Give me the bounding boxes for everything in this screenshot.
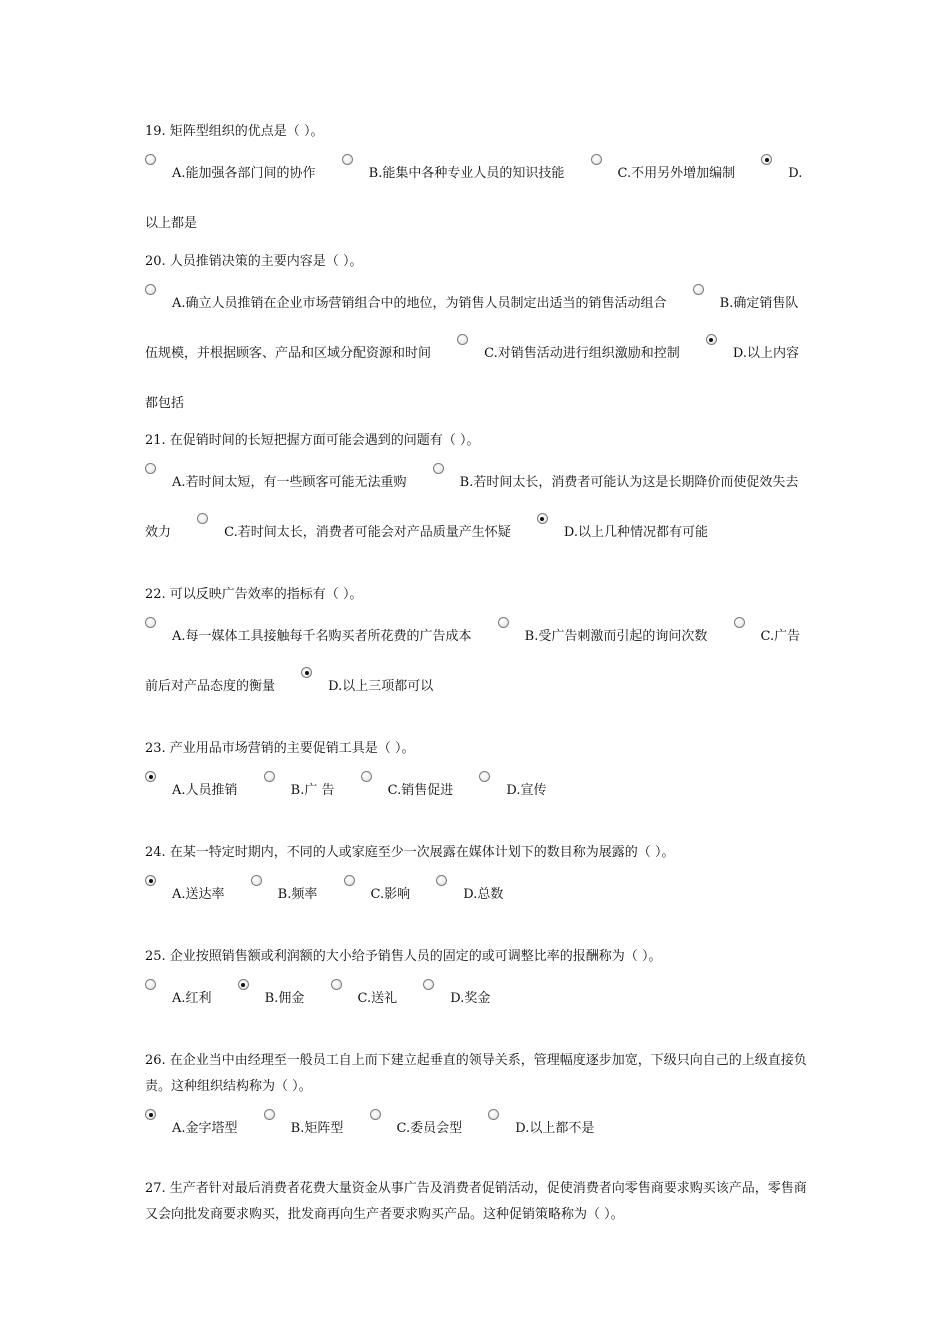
option-b[interactable] <box>264 1121 366 1136</box>
option-a[interactable] <box>145 629 494 644</box>
option-a[interactable] <box>145 296 689 311</box>
option-label: C.送礼 <box>357 991 398 1006</box>
option-group <box>145 612 810 712</box>
question-title: 26. 在企业当中由经理至一般员工自上而下建立起垂直的领导关系，管理幅度逐步加宽，下级只向自己的上级直接负责。这种组织结构称为（ ）。 <box>145 1053 807 1094</box>
question-27 <box>145 1176 810 1228</box>
option-label: A.确立人员推销在企业市场营销组合中的地位，为销售人员制定出适当的销售活动组合 <box>172 296 667 311</box>
radio-button[interactable] <box>370 1109 381 1120</box>
option-d[interactable] <box>479 783 546 798</box>
question-22 <box>145 582 810 712</box>
option-a[interactable] <box>145 1121 260 1136</box>
option-label: C.影响 <box>370 887 411 902</box>
question-title: 20. 人员推销决策的主要内容是（ ）。 <box>145 254 363 269</box>
option-label: D.以上三项都可以 <box>328 679 434 694</box>
option-label: C.不用另外增加编制 <box>617 166 736 181</box>
radio-button[interactable] <box>145 771 156 782</box>
question-title: 23. 产业用品市场营销的主要促销工具是（ ）。 <box>145 741 415 756</box>
option-label: B.广 告 <box>290 783 335 798</box>
radio-button[interactable] <box>342 154 353 165</box>
radio-button[interactable] <box>734 617 745 628</box>
radio-button[interactable] <box>706 334 717 345</box>
question-title: 22. 可以反映广告效率的指标有（ ）。 <box>145 587 363 602</box>
radio-button[interactable] <box>591 154 602 165</box>
option-d[interactable] <box>436 887 503 902</box>
option-label: B.佣金 <box>264 991 305 1006</box>
radio-button[interactable] <box>145 875 156 886</box>
radio-button[interactable] <box>433 463 444 474</box>
option-d[interactable] <box>488 1121 594 1136</box>
option-label: B.矩阵型 <box>290 1121 344 1136</box>
option-label: C.广告前后对产品态度的衡量 <box>145 629 801 694</box>
option-group <box>145 974 810 1024</box>
option-c[interactable] <box>361 783 476 798</box>
option-label: A.能加强各部门间的协作 <box>172 166 316 181</box>
radio-button[interactable] <box>693 284 704 295</box>
option-label: A.每一媒体工具接触每千名购买者所花费的广告成本 <box>172 629 472 644</box>
option-label: D.宣传 <box>506 783 547 798</box>
radio-button[interactable] <box>145 154 156 165</box>
option-c[interactable] <box>344 887 433 902</box>
option-d[interactable] <box>423 991 490 1006</box>
radio-button[interactable] <box>251 875 262 886</box>
option-label: D.以上都不是 <box>515 1121 595 1136</box>
option-label: D.以上内容都包括 <box>145 346 800 411</box>
option-label: D.以上都是 <box>145 166 803 231</box>
option-a[interactable] <box>145 475 429 490</box>
option-label: C.若时间太长，消费者可能会对产品质量产生怀疑 <box>224 525 511 540</box>
radio-button[interactable] <box>457 334 468 345</box>
option-b[interactable] <box>251 887 340 902</box>
radio-button[interactable] <box>436 875 447 886</box>
option-group <box>145 766 810 816</box>
question-title: 25. 企业按照销售额或利润额的大小给予销售人员的固定的或可调整比率的报酬称为（ ）。 <box>145 949 662 964</box>
option-a[interactable] <box>145 991 234 1006</box>
option-label: B.若时间太长，消费者可能认为这是长期降价而使促效失去效力 <box>145 475 799 540</box>
option-b[interactable] <box>342 166 587 181</box>
option-c[interactable] <box>591 166 758 181</box>
option-a[interactable] <box>145 887 247 902</box>
radio-button[interactable] <box>537 513 548 524</box>
option-label: D.以上几种情况都有可能 <box>563 525 709 540</box>
option-c[interactable] <box>197 525 533 540</box>
question-21 <box>145 428 810 558</box>
option-c[interactable] <box>370 1121 485 1136</box>
radio-button[interactable] <box>145 284 156 295</box>
option-d[interactable] <box>301 679 433 694</box>
option-label: C.销售促进 <box>387 783 454 798</box>
option-label: B.确定销售队伍规模，并根据顾客、产品和区域分配资源和时间 <box>145 296 799 361</box>
option-label: A.若时间太短，有一些顾客可能无法重购 <box>172 475 407 490</box>
radio-button[interactable] <box>197 513 208 524</box>
option-label: C.对销售活动进行组织激励和控制 <box>484 346 680 361</box>
option-group <box>145 1104 810 1154</box>
radio-button[interactable] <box>145 617 156 628</box>
option-b[interactable] <box>238 991 327 1006</box>
option-label: A.金字塔型 <box>172 1121 238 1136</box>
option-label: C.委员会型 <box>396 1121 463 1136</box>
option-label: B.频率 <box>277 887 318 902</box>
option-label: D.总数 <box>463 887 504 902</box>
radio-button[interactable] <box>361 771 372 782</box>
option-group <box>145 149 810 249</box>
question-24 <box>145 840 810 920</box>
question-title: 27. 生产者针对最后消费者花费大量资金从事广告及消费者促销活动，促使消费者向零售商要求购买该产品，零售商又会向批发商要求购买，批发商再向生产者要求购买产品。这种促销策略称为（ ）。 <box>145 1181 807 1222</box>
question-title: 19. 矩阵型组织的优点是（ ）。 <box>145 124 324 139</box>
radio-button[interactable] <box>423 979 434 990</box>
radio-button[interactable] <box>264 771 275 782</box>
radio-button[interactable] <box>488 1109 499 1120</box>
option-label: A.送达率 <box>172 887 225 902</box>
option-a[interactable] <box>145 783 260 798</box>
radio-button[interactable] <box>498 617 509 628</box>
option-label: A.人员推销 <box>172 783 238 798</box>
question-20 <box>145 249 810 429</box>
question-19 <box>145 119 810 249</box>
radio-button[interactable] <box>479 771 490 782</box>
option-group <box>145 870 810 920</box>
option-c[interactable] <box>457 346 702 361</box>
question-26 <box>145 1048 810 1154</box>
option-label: B.受广告刺激而引起的询问次数 <box>524 629 708 644</box>
radio-button[interactable] <box>145 979 156 990</box>
option-label: A.红利 <box>172 991 212 1006</box>
option-b[interactable] <box>264 783 357 798</box>
option-d[interactable] <box>537 525 708 540</box>
option-label: D.奖金 <box>450 991 491 1006</box>
option-c[interactable] <box>331 991 420 1006</box>
radio-button[interactable] <box>145 1109 156 1120</box>
question-25 <box>145 944 810 1024</box>
question-23 <box>145 736 810 816</box>
radio-button[interactable] <box>331 979 342 990</box>
option-group <box>145 458 810 558</box>
question-title: 24. 在某一特定时期内，不同的人或家庭至少一次展露在媒体计划下的数目称为展露的（ ）。 <box>145 845 675 860</box>
radio-button[interactable] <box>238 979 249 990</box>
radio-button[interactable] <box>301 667 312 678</box>
radio-button[interactable] <box>145 463 156 474</box>
radio-button[interactable] <box>344 875 355 886</box>
radio-button[interactable] <box>761 154 772 165</box>
question-title: 21. 在促销时间的长短把握方面可能会遇到的问题有（ ）。 <box>145 433 480 448</box>
option-a[interactable] <box>145 166 338 181</box>
option-group <box>145 279 810 429</box>
option-b[interactable] <box>498 629 730 644</box>
radio-button[interactable] <box>264 1109 275 1120</box>
option-label: B.能集中各种专业人员的知识技能 <box>368 166 565 181</box>
